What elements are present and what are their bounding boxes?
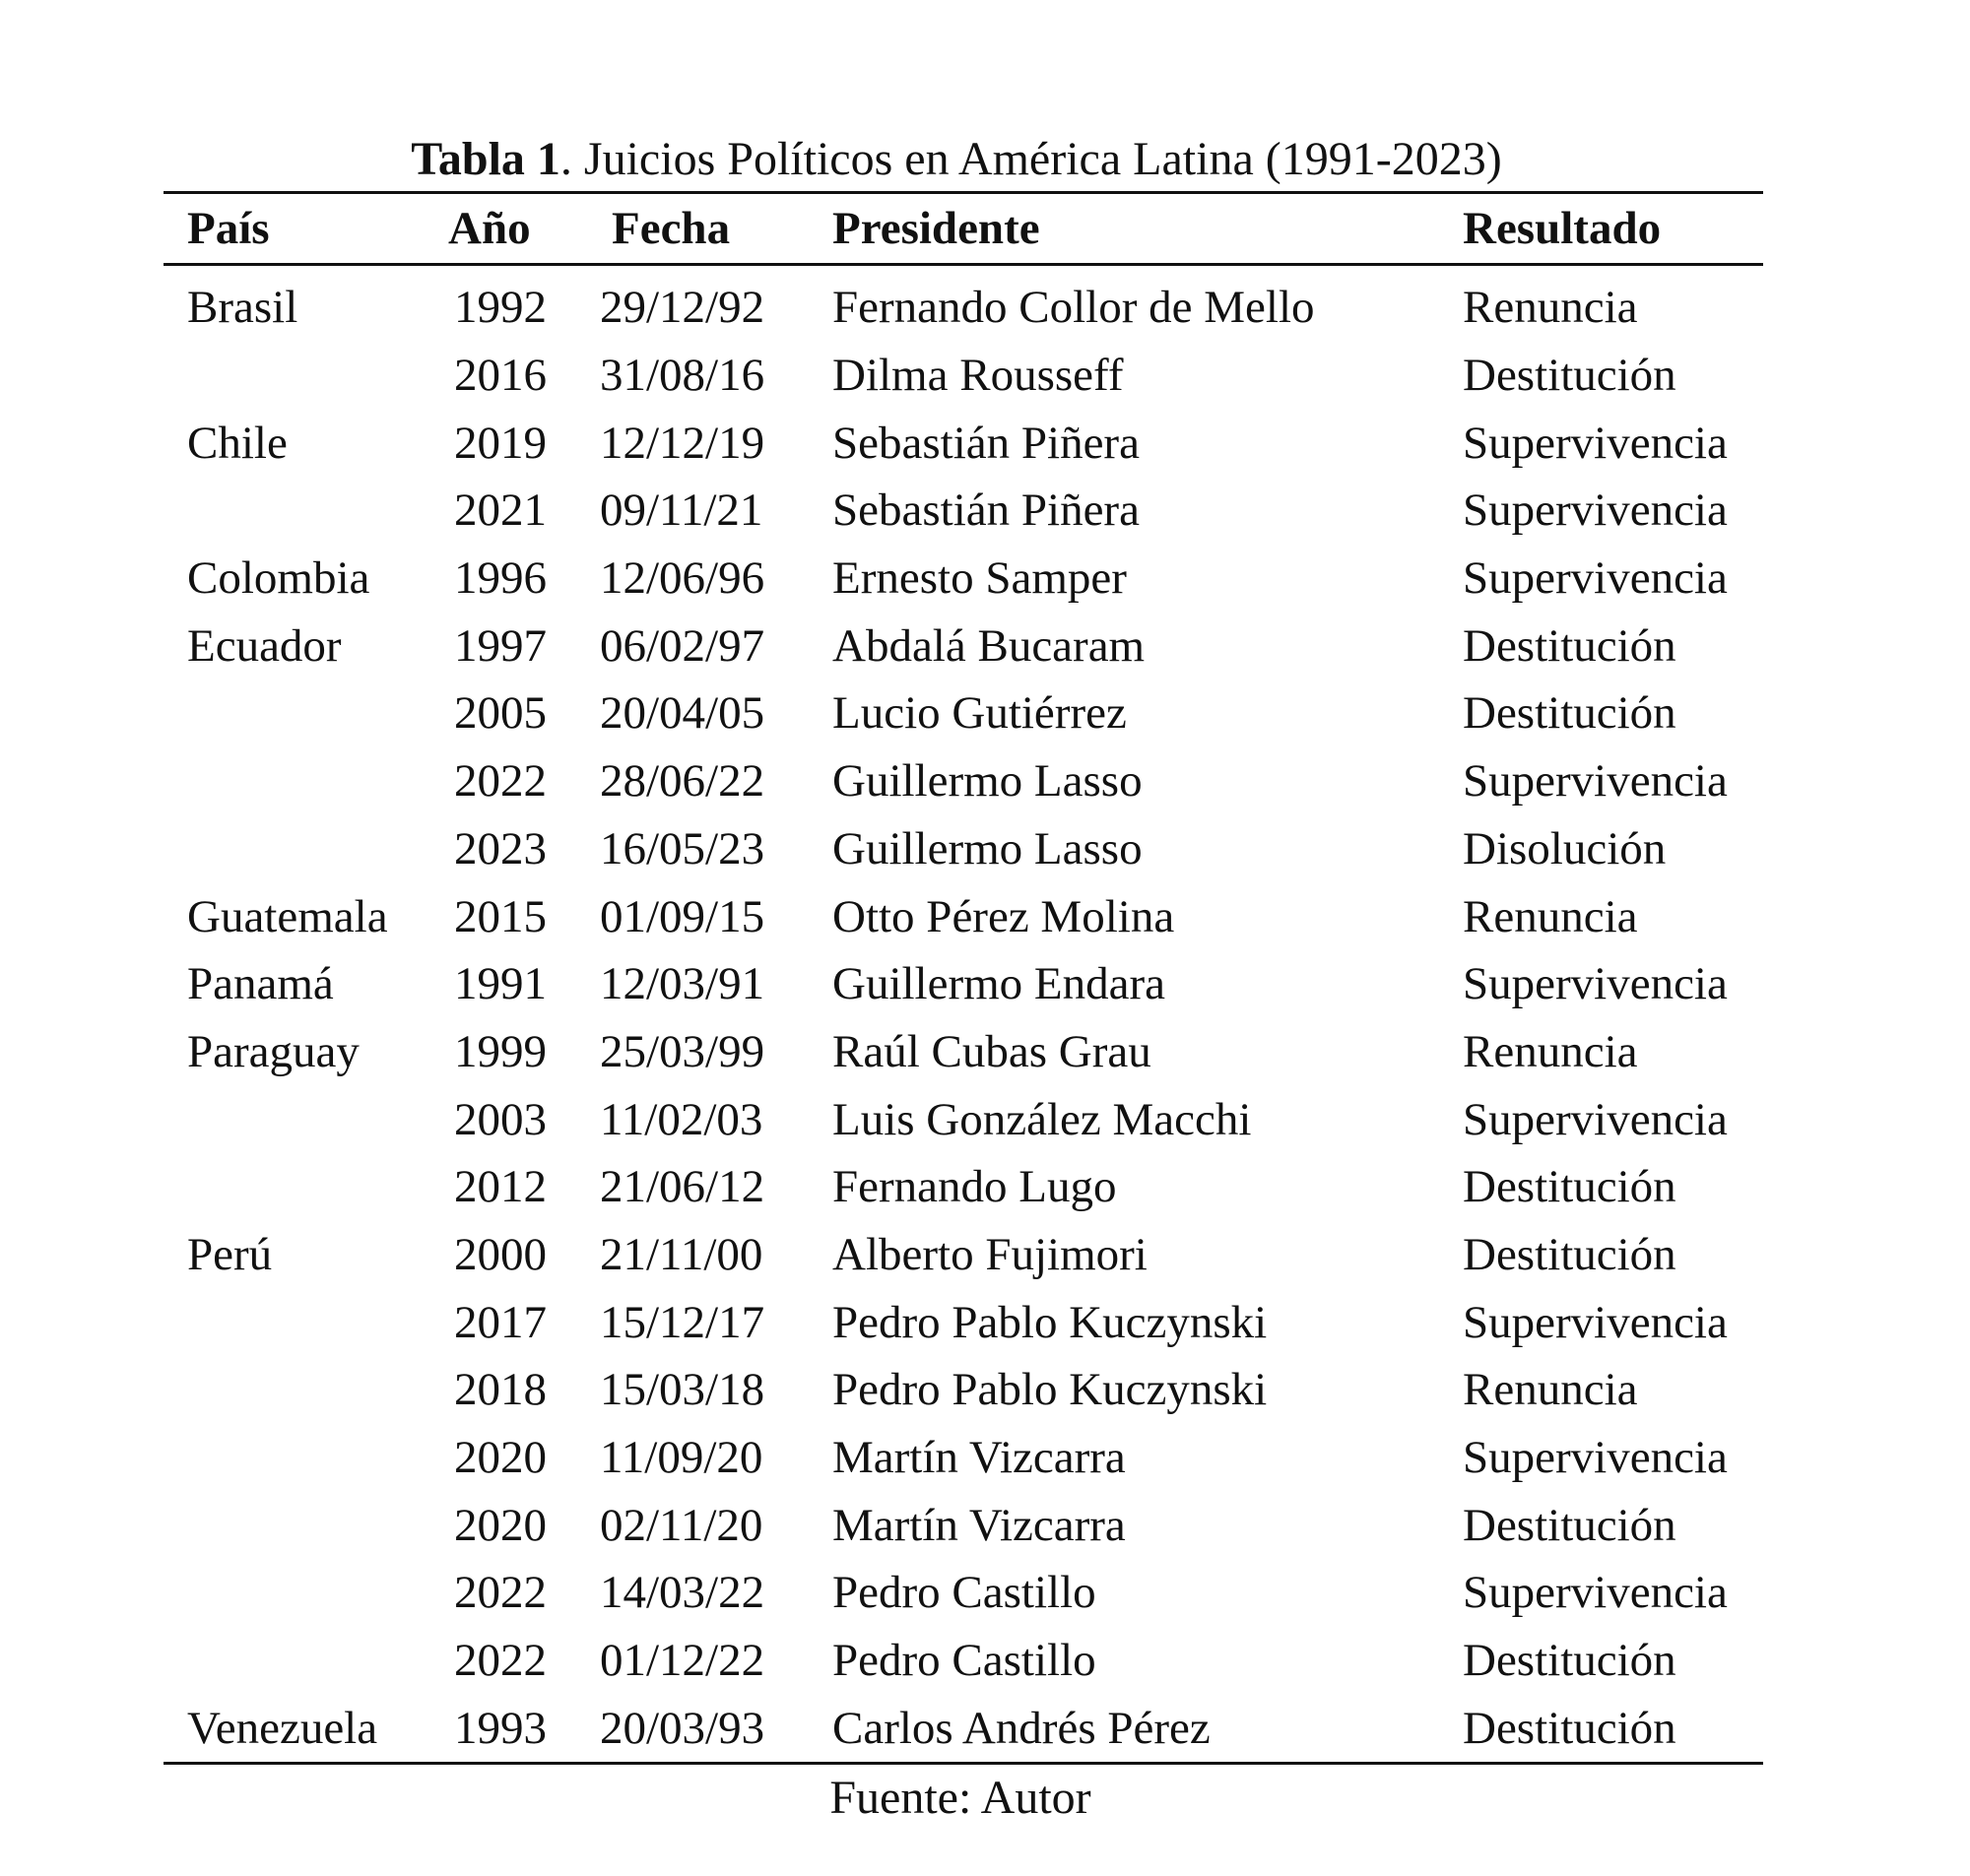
cell-anio: 2017: [454, 1296, 547, 1348]
table-row: [164, 1356, 1763, 1424]
cell-resultado: Renuncia: [1463, 1025, 1638, 1077]
table-caption-label: Tabla 1: [411, 133, 560, 185]
table-row: [164, 1491, 1763, 1559]
cell-anio: 2022: [454, 1635, 547, 1687]
cell-fecha: 01/12/22: [600, 1635, 765, 1687]
cell-presidente: Alberto Fujimori: [832, 1228, 1148, 1280]
cell-resultado: Renuncia: [1463, 1364, 1638, 1416]
cell-anio: 2015: [454, 890, 547, 942]
cell-presidente: Dilma Rousseff: [832, 350, 1124, 402]
cell-pais: [164, 679, 425, 747]
cell-presidente: Otto Pérez Molina: [832, 890, 1175, 942]
cell-presidente: Raúl Cubas Grau: [832, 1025, 1151, 1077]
cell-resultado: Disolución: [1463, 822, 1667, 874]
header-anio: Año: [448, 203, 531, 254]
cell-pais: Guatemala: [187, 890, 388, 942]
cell-anio: 2012: [454, 1161, 547, 1213]
cell-resultado: Renuncia: [1463, 282, 1638, 334]
table-row: [164, 950, 1763, 1018]
cell-resultado: Destitución: [1463, 1702, 1676, 1754]
cell-anio: 2000: [454, 1228, 547, 1280]
cell-fecha: 21/11/00: [600, 1228, 763, 1280]
cell-fecha: 20/03/93: [600, 1702, 765, 1754]
cell-fecha: 12/06/96: [600, 552, 765, 605]
cell-presidente: Luis González Macchi: [832, 1093, 1252, 1145]
table-row: [164, 679, 1763, 747]
cell-resultado: Supervivencia: [1463, 1296, 1728, 1348]
cell-fecha: 11/02/03: [600, 1093, 763, 1145]
cell-anio: 1993: [454, 1702, 547, 1754]
table-row: [164, 1221, 1763, 1289]
cell-fecha: 21/06/12: [600, 1161, 765, 1213]
cell-presidente: Fernando Lugo: [832, 1161, 1117, 1213]
cell-anio: 1991: [454, 958, 547, 1010]
cell-anio: 2019: [454, 417, 547, 469]
cell-resultado: Supervivencia: [1463, 1432, 1728, 1484]
table-header-row: [164, 193, 1763, 265]
cell-fecha: 25/03/99: [600, 1025, 765, 1077]
table-row: [164, 612, 1763, 679]
table-row: [164, 342, 1763, 410]
table-caption-text: . Juicios Políticos en América Latina (1991-2023): [559, 133, 1502, 185]
cell-pais: [164, 1356, 425, 1424]
cell-resultado: Destitución: [1463, 687, 1676, 740]
cell-resultado: Supervivencia: [1463, 552, 1728, 605]
cell-resultado: Supervivencia: [1463, 1093, 1728, 1145]
cell-pais: Paraguay: [187, 1025, 360, 1077]
impeachment-table-block: [164, 126, 1763, 1832]
cell-presidente: Abdalá Bucaram: [832, 619, 1146, 672]
cell-presidente: Guillermo Lasso: [832, 755, 1143, 808]
cell-resultado: Supervivencia: [1463, 485, 1728, 537]
cell-pais: Perú: [187, 1228, 273, 1280]
table-row: [164, 815, 1763, 883]
cell-anio: 1997: [454, 619, 547, 672]
table-row: [164, 477, 1763, 545]
header-presidente: Presidente: [832, 203, 1040, 254]
cell-pais: [164, 1491, 425, 1559]
cell-presidente: Pedro Castillo: [832, 1567, 1096, 1619]
cell-fecha: 12/03/91: [600, 958, 765, 1010]
table-row: [164, 1085, 1763, 1153]
cell-resultado: Supervivencia: [1463, 958, 1728, 1010]
cell-presidente: Pedro Pablo Kuczynski: [832, 1296, 1268, 1348]
cell-fecha: 09/11/21: [600, 485, 763, 537]
cell-pais: [164, 1288, 425, 1356]
cell-fecha: 06/02/97: [600, 619, 765, 672]
cell-anio: 1999: [454, 1025, 547, 1077]
cell-fecha: 28/06/22: [600, 755, 765, 808]
cell-pais: [164, 1627, 425, 1695]
cell-resultado: Destitución: [1463, 1161, 1676, 1213]
cell-fecha: 29/12/92: [600, 282, 765, 334]
cell-fecha: 11/09/20: [600, 1432, 763, 1484]
cell-anio: 2016: [454, 350, 547, 402]
cell-fecha: 12/12/19: [600, 417, 765, 469]
cell-presidente: Pedro Castillo: [832, 1635, 1096, 1687]
cell-presidente: Martín Vizcarra: [832, 1499, 1126, 1551]
table-body: [164, 265, 1763, 1764]
cell-fecha: 15/03/18: [600, 1364, 765, 1416]
cell-pais: [164, 1153, 425, 1221]
table-row: [164, 1627, 1763, 1695]
cell-anio: 2021: [454, 485, 547, 537]
table-row: [164, 265, 1763, 342]
cell-anio: 2018: [454, 1364, 547, 1416]
header-resultado: Resultado: [1463, 203, 1662, 254]
cell-resultado: Destitución: [1463, 1228, 1676, 1280]
cell-pais: [164, 1085, 425, 1153]
cell-anio: 2023: [454, 822, 547, 874]
cell-presidente: Martín Vizcarra: [832, 1432, 1126, 1484]
cell-resultado: Supervivencia: [1463, 755, 1728, 808]
impeachment-table: [164, 191, 1763, 1765]
cell-resultado: Destitución: [1463, 619, 1676, 672]
cell-anio: 2022: [454, 755, 547, 808]
cell-resultado: Destitución: [1463, 1499, 1676, 1551]
cell-anio: 2022: [454, 1567, 547, 1619]
cell-fecha: 16/05/23: [600, 822, 765, 874]
header-fecha: Fecha: [612, 203, 731, 254]
cell-pais: [164, 747, 425, 815]
cell-pais: [164, 477, 425, 545]
table-row: [164, 1694, 1763, 1763]
cell-pais: [164, 342, 425, 410]
table-row: [164, 1153, 1763, 1221]
cell-pais: Ecuador: [187, 619, 342, 672]
cell-pais: Chile: [187, 417, 288, 469]
cell-pais: Panamá: [187, 958, 334, 1010]
table-row: [164, 1288, 1763, 1356]
cell-anio: 2005: [454, 687, 547, 740]
cell-resultado: Renuncia: [1463, 890, 1638, 942]
cell-presidente: Pedro Pablo Kuczynski: [832, 1364, 1268, 1416]
table-source: Fuente: Autor: [829, 1772, 1091, 1825]
table-row: [164, 747, 1763, 815]
cell-pais: Colombia: [187, 552, 370, 605]
cell-pais: [164, 1559, 425, 1627]
table-row: [164, 1018, 1763, 1086]
cell-anio: 1996: [454, 552, 547, 605]
header-pais: País: [187, 203, 270, 254]
cell-presidente: Sebastián Piñera: [832, 417, 1140, 469]
cell-presidente: Fernando Collor de Mello: [832, 282, 1315, 334]
cell-pais: Venezuela: [187, 1702, 378, 1754]
cell-fecha: 02/11/20: [600, 1499, 763, 1551]
table-row: [164, 545, 1763, 613]
cell-presidente: Guillermo Endara: [832, 958, 1166, 1010]
table-row: [164, 1424, 1763, 1492]
cell-fecha: 20/04/05: [600, 687, 765, 740]
table-row: [164, 882, 1763, 950]
cell-anio: 1992: [454, 282, 547, 334]
cell-presidente: Carlos Andrés Pérez: [832, 1702, 1211, 1754]
cell-resultado: Destitución: [1463, 1635, 1676, 1687]
cell-anio: 2003: [454, 1093, 547, 1145]
table-row: [164, 409, 1763, 477]
cell-fecha: 31/08/16: [600, 350, 765, 402]
cell-anio: 2020: [454, 1499, 547, 1551]
cell-presidente: Lucio Gutiérrez: [832, 687, 1127, 740]
cell-resultado: Supervivencia: [1463, 1567, 1728, 1619]
table-row: [164, 1559, 1763, 1627]
cell-pais: [164, 815, 425, 883]
cell-presidente: Ernesto Samper: [832, 552, 1127, 605]
cell-resultado: Destitución: [1463, 350, 1676, 402]
cell-resultado: Supervivencia: [1463, 417, 1728, 469]
cell-pais: [164, 1424, 425, 1492]
cell-fecha: 14/03/22: [600, 1567, 765, 1619]
table-caption: [150, 126, 1763, 191]
table-header: [164, 193, 1763, 265]
cell-presidente: Guillermo Lasso: [832, 822, 1143, 874]
cell-anio: 2020: [454, 1432, 547, 1484]
cell-fecha: 01/09/15: [600, 890, 765, 942]
cell-fecha: 15/12/17: [600, 1296, 765, 1348]
cell-pais: Brasil: [187, 282, 298, 334]
cell-presidente: Sebastián Piñera: [832, 485, 1140, 537]
